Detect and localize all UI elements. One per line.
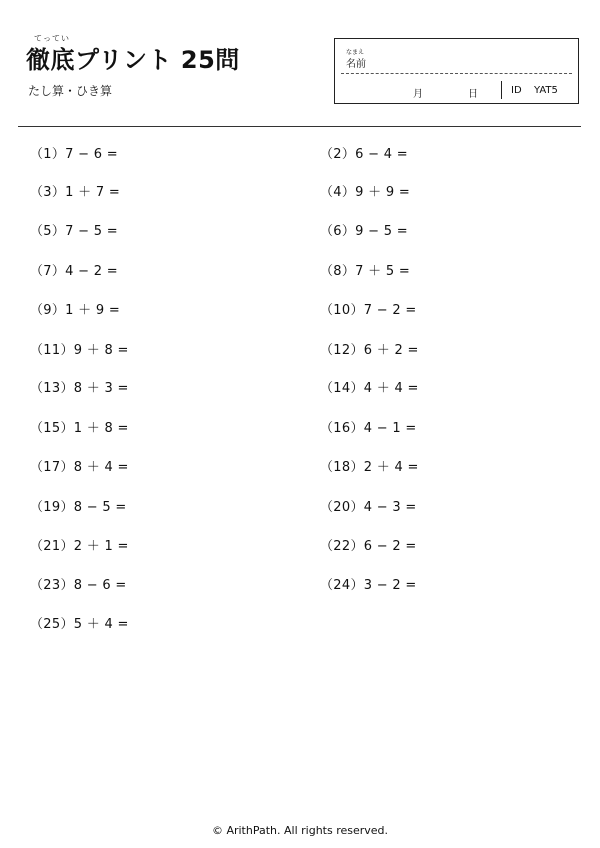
id-divider <box>501 81 502 99</box>
name-ruby: なまえ <box>346 49 365 56</box>
problem-21: （21）2 ＋ 1 = <box>30 539 129 554</box>
page-subtitle: たし算・ひき算 <box>28 84 113 98</box>
problem-5: （5）7 − 5 = <box>30 224 118 239</box>
problem-18: （18）2 ＋ 4 = <box>320 460 419 475</box>
problem-14: （14）4 ＋ 4 = <box>320 381 419 396</box>
problem-25: （25）5 ＋ 4 = <box>30 617 129 632</box>
problem-6: （6）9 − 5 = <box>320 224 408 239</box>
problem-9: （9）1 ＋ 9 = <box>30 303 121 318</box>
problem-3: （3）1 ＋ 7 = <box>30 185 121 200</box>
header-divider <box>18 126 581 127</box>
problem-10: （10）7 − 2 = <box>320 303 417 318</box>
id-label: ID <box>511 85 522 96</box>
problem-17: （17）8 ＋ 4 = <box>30 460 129 475</box>
problem-1: （1）7 − 6 = <box>30 147 118 162</box>
problem-22: （22）6 − 2 = <box>320 539 417 554</box>
problem-4: （4）9 ＋ 9 = <box>320 185 411 200</box>
problem-11: （11）9 ＋ 8 = <box>30 343 129 358</box>
problem-15: （15）1 ＋ 8 = <box>30 421 129 436</box>
problem-7: （7）4 − 2 = <box>30 264 118 279</box>
problem-19: （19）8 − 5 = <box>30 500 127 515</box>
page-title: 徹底プリント 25問 <box>26 46 240 74</box>
problem-16: （16）4 − 1 = <box>320 421 417 436</box>
problem-13: （13）8 ＋ 3 = <box>30 381 129 396</box>
name-box <box>334 38 579 104</box>
problem-12: （12）6 ＋ 2 = <box>320 343 419 358</box>
name-label: 名前 <box>346 59 366 70</box>
problem-24: （24）3 − 2 = <box>320 578 417 593</box>
problem-8: （8）7 ＋ 5 = <box>320 264 411 279</box>
day-label: 日 <box>468 89 478 100</box>
problem-23: （23）8 − 6 = <box>30 578 127 593</box>
problem-20: （20）4 − 3 = <box>320 500 417 515</box>
copyright-footer: © ArithPath. All rights reserved. <box>211 824 389 837</box>
title-ruby: てってい <box>34 34 70 43</box>
month-label: 月 <box>413 89 423 100</box>
problem-2: （2）6 − 4 = <box>320 147 408 162</box>
id-value: YAT5 <box>534 85 558 96</box>
name-dotted-line <box>341 73 572 74</box>
